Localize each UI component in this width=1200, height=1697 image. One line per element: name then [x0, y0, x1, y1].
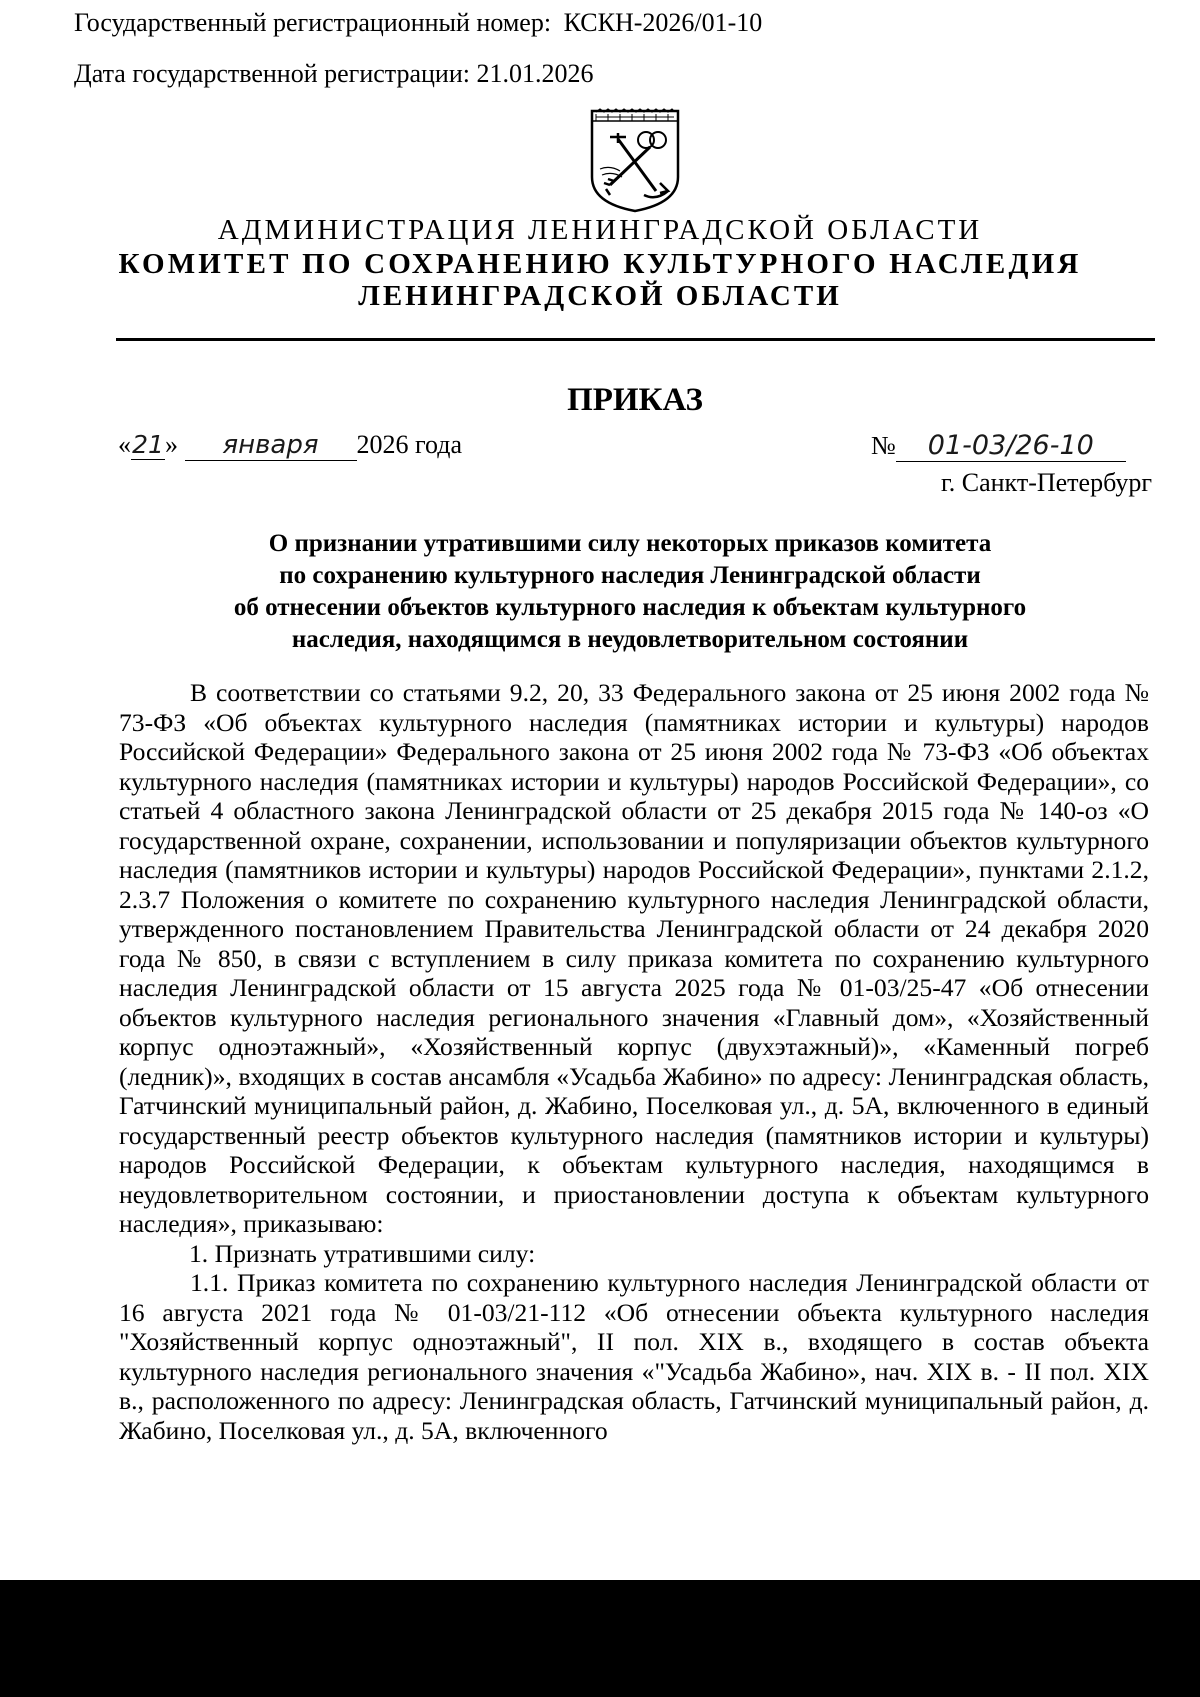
title-line: О признании утратившими силу некоторых приказов комитета: [268, 530, 992, 557]
title-line: наследия, находящимся в неудовлетворительном состоянии: [291, 626, 969, 653]
registration-date-label: Дата государственной регистрации:: [74, 59, 470, 88]
date-day: 21: [132, 430, 164, 459]
registration-date-value: 21.01.2026: [476, 59, 594, 88]
registration-date: [74, 59, 593, 89]
document-date: [118, 430, 462, 461]
committee-header: КОМИТЕТ ПО СОХРАНЕНИЮ КУЛЬТУРНОГО НАСЛЕДИЯ: [118, 248, 1082, 280]
date-month: января: [185, 430, 357, 461]
date-open-quote: «: [118, 430, 131, 459]
document-type: ПРИКАЗ: [567, 382, 703, 418]
administration-header: АДМИНИСТРАЦИЯ ЛЕНИНГРАДСКОЙ ОБЛАСТИ: [217, 214, 983, 246]
preamble-paragraph: В соответствии со статьями 9.2, 20, 33 Федерального закона от 25 июня 2002 года № 73-ФЗ «Об объектах культурного наследия (памятниках истории и культуры) народов Российской Федерации» Федерального закона от 25 июня 2002 года № 73-ФЗ «Об объектах культурного наследия (памятниках истории и культуры) народов Российской Федерации», со статьей 4 областного закона Ленинградской области от 25 декабря 2015 года № 140-оз «О государственной охране, сохранении, использовании и популяризации объектов культурного наследия (памятников истории и культуры) народов Российской Федерации», пунктами 2.1.2, 2.3.7 Положения о комитете по сохранению культурного наследия Ленинградской области, утвержденного постановлением Правительства Ленинградской области от 24 декабря 2020 года № 850, в связи с вступлением в силу приказа комитета по сохранению культурного наследия Ленинградской области от 15 августа 2025 года № 01-03/25-47 «Об отнесении объектов культурного наследия регионального значения «Главный дом», «Хозяйственный корпус одноэтажный», «Хозяйственный корпус (двухэтажный)», «Каменный погреб (ледник)», входящих в состав ансамбля «Усадьба Жабино» по адресу: Ленинградская область, Гатчинский муниципальный район, д. Жабино, Поселковая ул., д. 5А, включенного в единый государственный реестр объектов культурного наследия (памятников истории и культуры) народов Российской Федерации, к объектам культурного наследия, находящимся в неудовлетворительном состоянии, и приостановлении доступа к объектам культурного наследия», приказываю:: [119, 678, 1149, 1238]
document-body: [119, 678, 1149, 1445]
scan-border: [0, 1580, 1200, 1697]
document-number: [871, 430, 1126, 462]
coat-of-arms-icon: [588, 107, 682, 213]
date-close-quote: »: [165, 430, 178, 459]
item-1-1: 1.1. Приказ комитета по сохранению культурного наследия Ленинградской области от 16 августа 2021 года № 01-03/21-112 «Об отнесении объекта культурного наследия "Хозяйственный корпус одноэтажный", II пол. XIX в., входящего в состав объекта культурного наследия регионального значения «"Усадьба Жабино», нач. XIX в. - II пол. XIX в., расположенного по адресу: Ленинградская область, Гатчинский муниципальный район, д. Жабино, Поселковая ул., д. 5А, включенного: [119, 1268, 1149, 1445]
title-line: об отнесении объектов культурного наследия к объектам культурного: [233, 594, 1027, 621]
document-title: [130, 528, 1130, 656]
registration-number-value: КСКН-2026/01-10: [563, 8, 763, 37]
title-line: по сохранению культурного наследия Ленинградской области: [279, 562, 981, 589]
committee-region-header: ЛЕНИНГРАДСКОЙ ОБЛАСТИ: [358, 280, 842, 312]
registration-number: [74, 8, 762, 38]
number-value: 01-03/26-10: [896, 430, 1126, 462]
date-year: 2026 года: [356, 430, 463, 459]
registration-number-label: Государственный регистрационный номер:: [74, 8, 552, 37]
item-1: 1. Признать утратившими силу:: [189, 1238, 536, 1268]
number-prefix: №: [871, 431, 896, 460]
document-city: г. Санкт-Петербург: [941, 468, 1152, 497]
header-divider: [116, 338, 1155, 341]
